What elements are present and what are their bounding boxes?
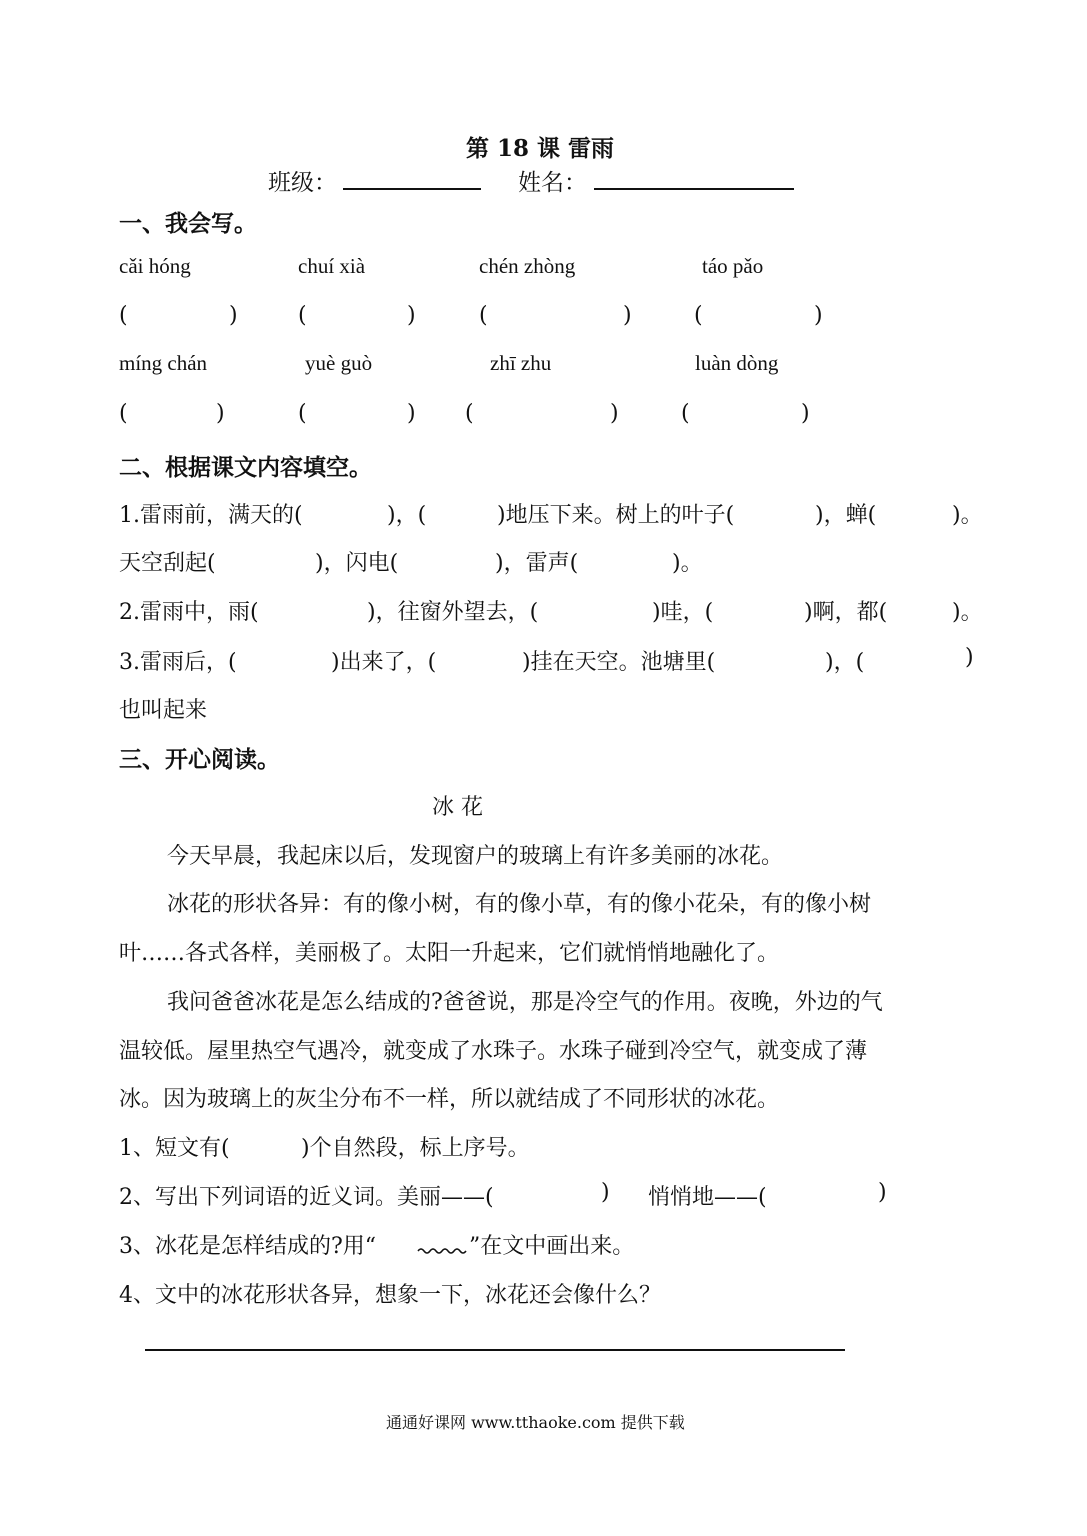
story-paragraph: 冰。因为玻璃上的灰尘分布不一样，所以就结成了不同形状的冰花。 [119,1087,780,1112]
answer-paren-open: ( [298,303,307,328]
question: ”在文中画出来。 [469,1234,635,1259]
story-paragraph: 温较低。屋里热空气遇冷，就变成了水珠子。水珠子碰到冷空气，就变成了薄 [119,1039,868,1064]
pinyin-word: zhī zhu [490,351,552,375]
class-blank[interactable] [343,164,481,190]
story-title: 冰 花 [432,795,483,820]
question: 2、写出下列词语的近义词。美丽——( [119,1185,494,1210]
answer-paren-close: ) [216,401,225,426]
answer-paren-open: ( [119,303,128,328]
answer-paren-close: ) [814,303,823,328]
fill-text: )地压下来。树上的叶子( [497,503,735,528]
class-label: 班级： [268,170,337,196]
name-label: 姓名： [518,170,587,196]
fill-text: ) [965,645,974,670]
section-heading: 三、开心阅读。 [119,746,280,773]
question: 4、文中的冰花形状各异，想象一下，冰花还会像什么？ [119,1283,661,1308]
fill-text: 3.雷雨后，( [119,650,237,675]
answer-paren-close: ) [407,303,416,328]
question: 1、短文有( [119,1136,230,1161]
fill-text: )，往窗外望去，( [367,600,539,625]
pinyin-word: táo pǎo [702,254,764,278]
question: 3、冰花是怎样结成的?用“ [119,1234,377,1259]
answer-paren-open: ( [681,401,690,426]
fill-text: )。 [952,600,983,625]
story-paragraph: 叶……各式各样，美丽极了。太阳一升起来，它们就悄悄地融化了。 [119,941,780,966]
fill-text: 2.雷雨中，雨( [119,600,259,625]
answer-paren-close: ) [610,401,619,426]
pinyin-word: chuí xià [298,254,366,278]
fill-text: )哇，( [652,600,714,625]
fill-text: )，闪电( [315,551,399,576]
pinyin-word: míng chán [119,351,208,375]
answer-paren-open: ( [465,401,474,426]
story-paragraph: 今天早晨，我起床以后，发现窗户的玻璃上有许多美丽的冰花。 [167,844,784,869]
question: ) [601,1180,610,1205]
answer-line[interactable] [145,1349,845,1351]
wavy-line-icon [417,1246,467,1256]
footer-text: 通通好课网 www.tthaoke.com 提供下载 [386,1413,685,1432]
fill-text: )，( [387,503,427,528]
answer-paren-open: ( [119,401,128,426]
fill-text: 1.雷雨前，满天的( [119,503,303,528]
pinyin-word: chén zhòng [479,254,576,278]
fill-text: )出来了，( [331,650,437,675]
pinyin-word: luàn dòng [695,351,779,375]
fill-text: 天空刮起( [119,551,216,576]
story-paragraph: 冰花的形状各异：有的像小树，有的像小草，有的像小花朵，有的像小树 [167,892,872,917]
fill-text: 也叫起来 [119,698,208,723]
answer-paren-open: ( [694,303,703,328]
section-heading: 二、根据课文内容填空。 [119,454,372,481]
pinyin-word: yuè guò [305,351,373,375]
fill-text: )啊，都( [804,600,888,625]
pinyin-word: cǎi hóng [119,254,191,278]
fill-text: )，蝉( [815,503,877,528]
story-paragraph: 我问爸爸冰花是怎么结成的?爸爸说，那是冷空气的作用。夜晚，外边的气 [167,990,883,1015]
fill-text: )。 [672,551,703,576]
fill-text: )，( [825,650,865,675]
answer-paren-open: ( [479,303,488,328]
fill-text: )。 [952,503,983,528]
name-blank[interactable] [594,164,794,190]
question: ) [878,1180,887,1205]
page-title: 第 18 课 雷雨 [466,135,615,162]
answer-paren-open: ( [298,401,307,426]
answer-paren-close: ) [801,401,810,426]
fill-text: )挂在天空。池塘里( [522,650,716,675]
fill-text: )，雷声( [495,551,579,576]
question: )个自然段，标上序号。 [301,1136,530,1161]
section-heading: 一、我会写。 [119,210,257,237]
question: 悄悄地——( [648,1185,767,1210]
answer-paren-close: ) [407,401,416,426]
answer-paren-close: ) [623,303,632,328]
answer-paren-close: ) [229,303,238,328]
